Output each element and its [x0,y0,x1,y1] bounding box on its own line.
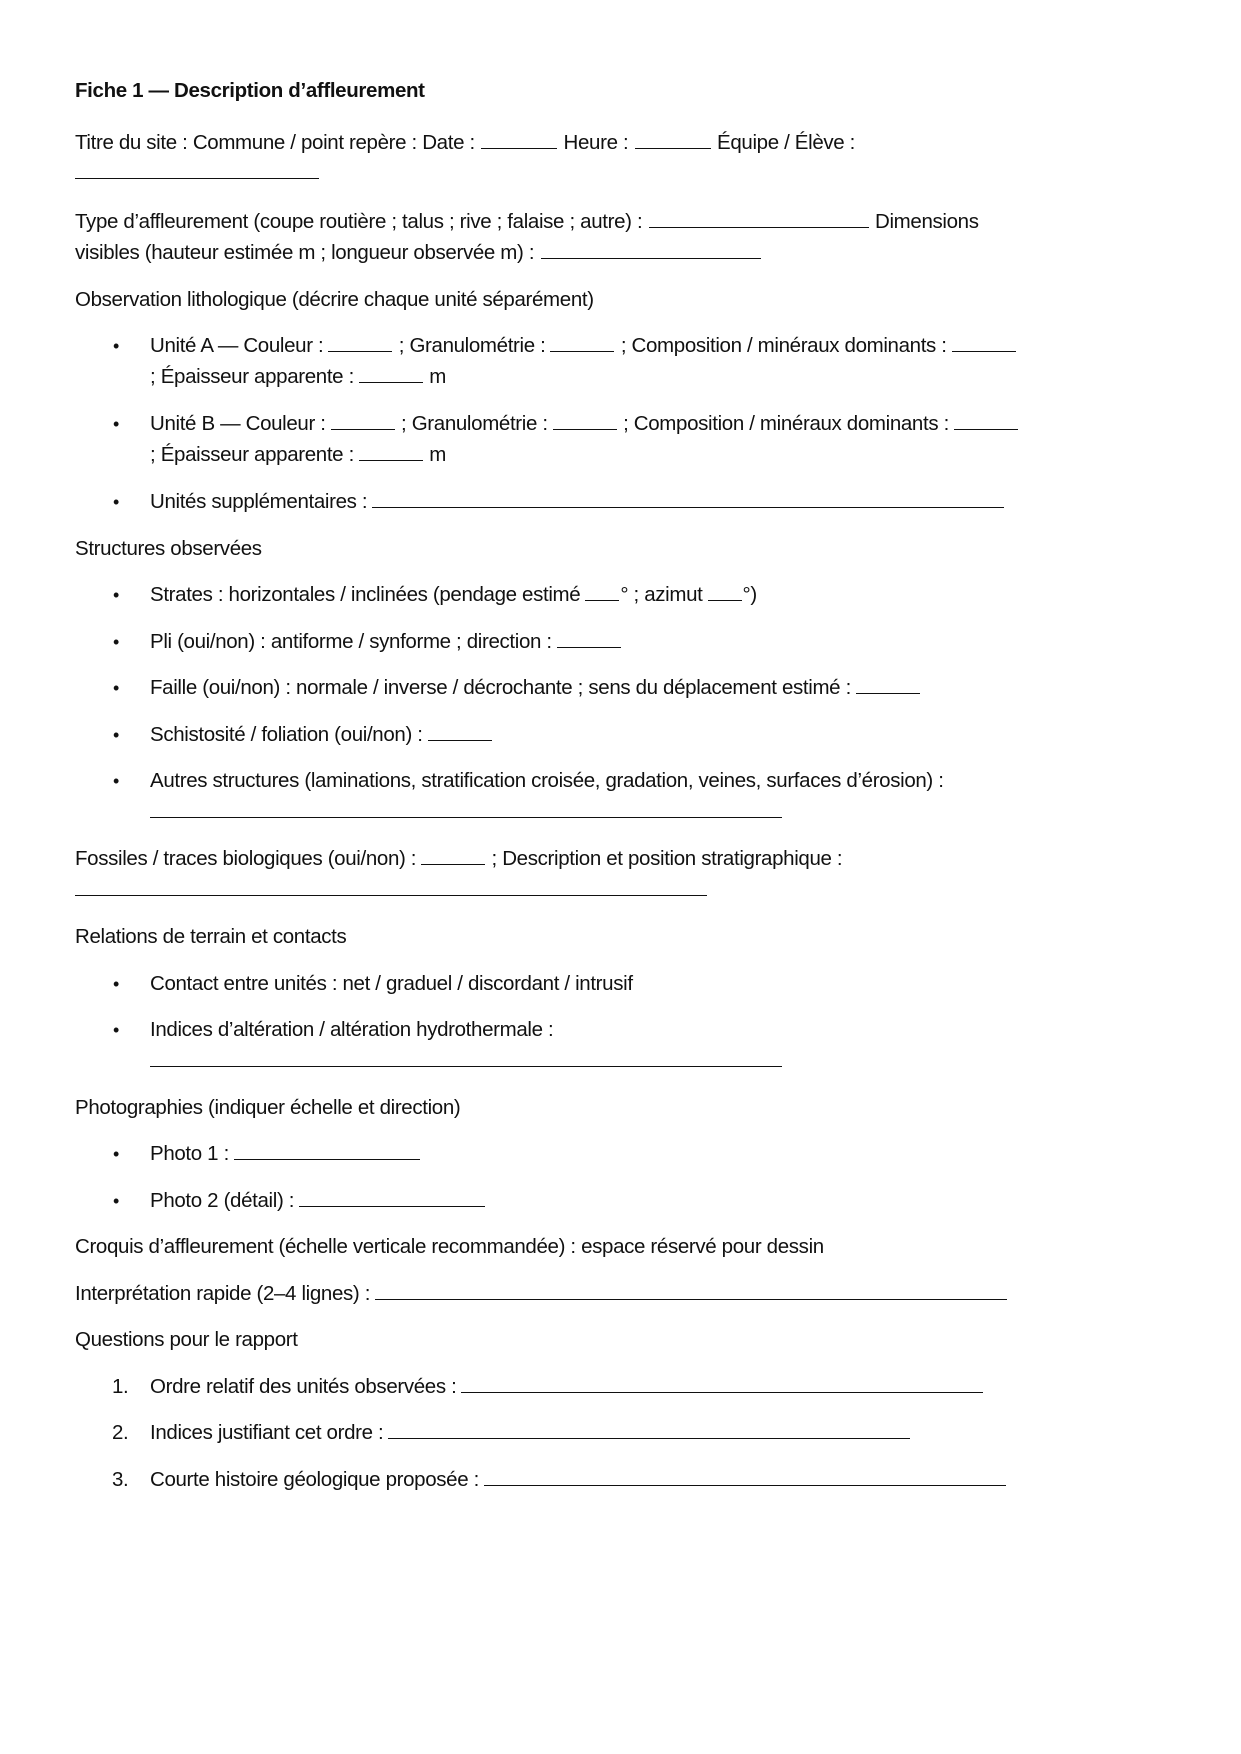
faille-label: Faille (oui/non) : normale / inverse / décrochante ; sens du déplacement estimé : [150,676,851,699]
bullet-icon: • [113,492,119,512]
question-text: Indices justifiant cet ordre : [150,1421,384,1444]
bullet-icon: • [113,725,119,745]
question-2-field[interactable] [388,1420,910,1439]
autres-label: Autres structures (laminations, stratification croisée, gradation, veines, surfaces d’érosion) : [150,769,944,792]
extra-units-label: Unités supplémentaires : [150,490,368,513]
croquis-label: Croquis d’affleurement (échelle verticale recommandée) : espace réservé pour dessin [75,1235,824,1258]
question-number: 2. [112,1421,129,1444]
question-number: 3. [112,1468,129,1491]
fossiles-label: Fossiles / traces biologiques (oui/non) : [75,847,417,870]
unit-a-comp-field[interactable] [952,333,1016,352]
date-field[interactable] [481,130,557,149]
question-1-field[interactable] [461,1374,983,1393]
pli-field[interactable] [557,629,621,648]
unit-a-line [150,333,1017,359]
unit-a-grain-label: ; Granulométrie : [398,334,546,357]
faille-field[interactable] [856,675,920,694]
unit-b-line [150,411,1019,437]
dimensions-label-2: visibles (hauteur estimée m ; longueur observée m) : [75,241,535,264]
bullet-icon: • [113,414,119,434]
pendage-field[interactable] [585,582,619,601]
indices-label: Indices d’altération / altération hydrothermale : [150,1018,554,1041]
type-line [75,209,979,235]
photo1-field[interactable] [234,1141,420,1160]
unit-a-thickness-label: ; Épaisseur apparente : [150,365,354,388]
question-text: Courte histoire géologique proposée : [150,1468,479,1491]
bullet-icon: • [113,336,119,356]
question-text: Ordre relatif des unités observées : [150,1375,457,1398]
contact-label: Contact entre unités : net / graduel / discordant / intrusif [150,972,633,995]
structures-heading: Structures observées [75,537,262,560]
unit-label-m: m [429,443,447,466]
schisto-label: Schistosité / foliation (oui/non) : [150,723,423,746]
photos-heading: Photographies (indiquer échelle et direction) [75,1096,461,1119]
bullet-icon: • [113,1020,119,1040]
equipe-label: Équipe / Élève : [717,131,856,154]
site-label: Titre du site : Commune / point repère : Date : [75,131,475,154]
degree-close: °) [742,583,757,606]
heure-field[interactable] [635,130,711,149]
unit-a-grain-field[interactable] [550,333,614,352]
bullet-icon: • [113,585,119,605]
photo1-label: Photo 1 : [150,1142,229,1165]
unit-b-comp-label: ; Composition / minéraux dominants : [623,412,949,435]
interpretation-field[interactable] [375,1281,1007,1300]
unit-a-color-field[interactable] [328,333,392,352]
type-field[interactable] [649,209,869,228]
dimensions-field[interactable] [541,240,761,259]
unit-b-thickness-label: ; Épaisseur apparente : [150,443,354,466]
unit-a-color-label: Unité A — Couleur : [150,334,324,357]
fossiles-desc-label: ; Description et position stratigraphique : [491,847,843,870]
page-title: Fiche 1 — Description d’affleurement [75,79,425,102]
azimut-label: ° ; azimut [620,583,703,606]
litho-heading: Observation lithologique (décrire chaque unité séparément) [75,288,594,311]
unit-b-thickness-field[interactable] [359,442,423,461]
question-item [150,1420,911,1446]
schisto-field[interactable] [428,722,492,741]
unit-b-grain-field[interactable] [553,411,617,430]
interpretation-label: Interprétation rapide (2–4 lignes) : [75,1282,371,1305]
azimut-field[interactable] [708,582,742,601]
unit-b-color-field[interactable] [331,411,395,430]
indices-field[interactable] [150,1048,782,1067]
bullet-icon: • [113,632,119,652]
bullet-icon: • [113,1191,119,1211]
bullet-icon: • [113,1144,119,1164]
pli-label: Pli (oui/non) : antiforme / synforme ; direction : [150,630,552,653]
site-line [75,130,855,156]
unit-label-m: m [429,365,447,388]
bullet-icon: • [113,974,119,994]
photo2-field[interactable] [299,1188,485,1207]
unit-b-color-label: Unité B — Couleur : [150,412,326,435]
unit-b-comp-field[interactable] [954,411,1018,430]
extra-units-field[interactable] [372,489,1004,508]
unit-a-thickness-field[interactable] [359,364,423,383]
strates-label: Strates : horizontales / inclinées (pendage estimé [150,583,581,606]
heure-label: Heure : [563,131,629,154]
photo2-label: Photo 2 (détail) : [150,1189,295,1212]
equipe-field[interactable] [75,160,319,179]
fossiles-desc-field[interactable] [75,877,707,896]
bullet-icon: • [113,678,119,698]
autres-field[interactable] [150,799,782,818]
unit-a-comp-label: ; Composition / minéraux dominants : [620,334,947,357]
question-3-field[interactable] [484,1467,1006,1486]
fossiles-field[interactable] [421,846,485,865]
question-number: 1. [112,1375,129,1398]
questions-heading: Questions pour le rapport [75,1328,298,1351]
type-label: Type d’affleurement (coupe routière ; talus ; rive ; falaise ; autre) : [75,210,643,233]
relations-heading: Relations de terrain et contacts [75,925,347,948]
bullet-icon: • [113,771,119,791]
unit-b-grain-label: ; Granulométrie : [401,412,548,435]
question-item [150,1374,984,1400]
question-item [150,1467,1007,1493]
dimensions-label: Dimensions [875,210,979,233]
